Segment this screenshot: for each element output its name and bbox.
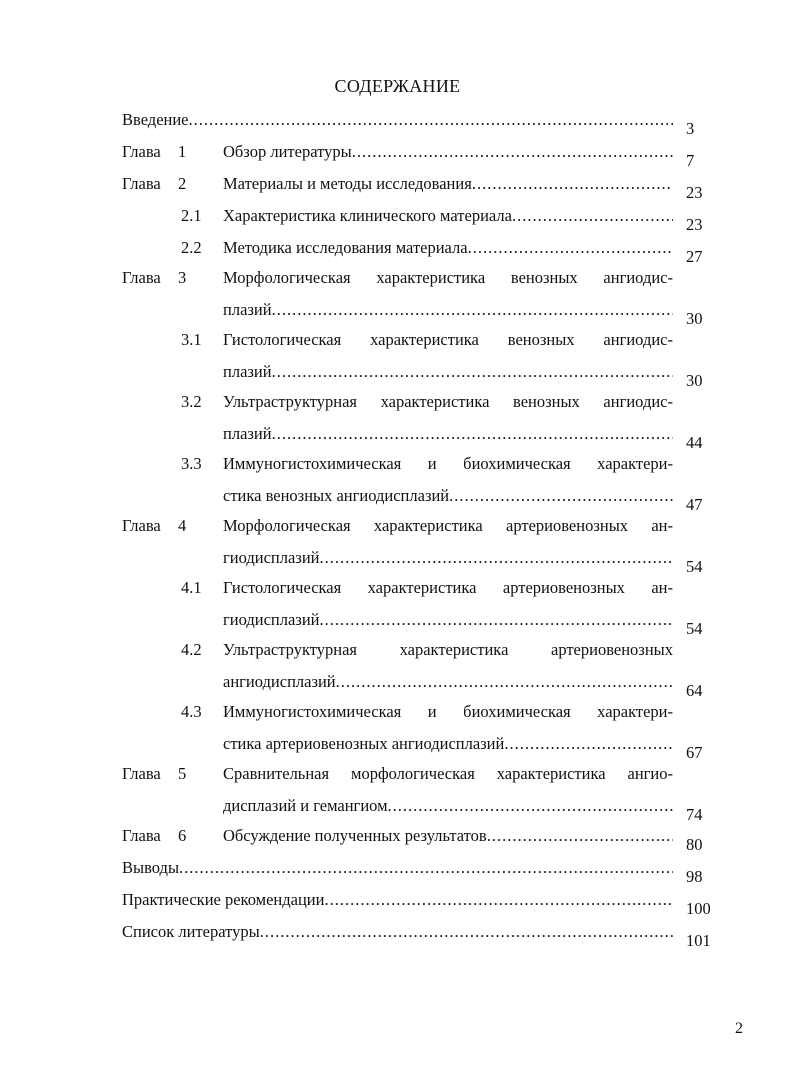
toc-chapter-2-page: 23 [686,183,703,202]
section-number: 3.1 [181,330,202,349]
section-number: 4.1 [181,578,202,597]
toc-chapter-5-title [223,796,673,816]
dot-leader [352,142,673,162]
toc-section-3-1-title-line: Гистологическая характеристика венозных ангиодис- [223,330,673,349]
toc-section-4-1-title-text: гиодисплазий [223,610,320,629]
toc-section-4-2-title-text: ангиодисплазий [223,672,336,691]
section-number: 4.3 [181,702,202,721]
dot-leader [449,486,673,506]
toc-section-3-1-title [223,362,673,382]
chapter-number: 3 [178,268,187,287]
toc-chapter-5-page: 74 [686,805,703,824]
chapter-label: Глава [122,174,161,193]
toc-chapter-2-title [223,174,673,194]
toc-chapter-4-title-line: Морфологическая характеристика артериовенозных ан- [223,516,673,535]
chapter-label: Глава [122,268,161,287]
dot-leader [512,206,673,226]
toc-chapter-5-title-line: Сравнительная морфологическая характеристика ангио- [223,764,673,783]
toc-chapter-3-title-line: Морфологическая характеристика венозных ангиодис- [223,268,673,287]
page-number: 2 [735,1020,743,1037]
toc-section-3-2-page: 44 [686,433,703,452]
toc-section-3-3-page: 47 [686,495,703,514]
dot-leader [272,300,673,320]
toc-chapter-6-title [223,826,673,846]
dot-leader [472,174,673,194]
toc-chapter-3-title [223,300,673,320]
dot-leader [324,890,673,910]
toc-chapter-4-title-text: гиодисплазий [223,548,320,567]
chapter-label: Глава [122,142,161,161]
toc-chapter-6-page: 80 [686,835,703,854]
chapter-number: 6 [178,826,187,845]
toc-tail-0-title-text: Выводы [122,858,180,877]
toc-tail-2-title-text: Список литературы [122,922,260,941]
toc-tail-1-page: 100 [686,899,711,918]
toc-section-4-1-page: 54 [686,619,703,638]
toc-section-4-2-title [223,672,673,692]
section-number: 4.2 [181,640,202,659]
dot-leader [189,110,673,130]
toc-section-4-3-title [223,734,673,754]
page-title: СОДЕРЖАНИЕ [334,76,461,96]
chapter-number: 4 [178,516,187,535]
dot-leader [487,826,673,846]
toc-tail-0-title [122,858,673,878]
toc-section-3-2-title-text: плазий [223,424,272,443]
toc-tail-2-title [122,922,673,942]
toc-section-4-3-page: 67 [686,743,703,762]
dot-leader [272,424,673,444]
toc-chapter-5-title-text: дисплазий и гемангиом [223,796,388,815]
toc-tail-1-title-text: Практические рекомендации [122,890,325,909]
chapter-label: Глава [122,516,161,535]
section-number: 3.2 [181,392,202,411]
toc-section-3-3-title-line: Иммуногистохимическая и биохимическая характери- [223,454,673,473]
toc-section-3-3-title-text: стика венозных ангиодисплазий [223,486,450,505]
toc-chapter-6-title-text: Обсуждение полученных результатов [223,826,487,845]
toc-section-2-1-title-text: Характеристика клинического материала [223,206,512,225]
toc-section-4-2-page: 64 [686,681,703,700]
section-number: 2.2 [181,238,202,257]
dot-leader [468,238,673,258]
section-number: 2.1 [181,206,202,225]
chapter-label: Глава [122,764,161,783]
toc-section-3-1-title-text: плазий [223,362,272,381]
toc-chapter-3-page: 30 [686,309,703,328]
toc-section-2-1-page: 23 [686,215,703,234]
toc-tail-0-page: 98 [686,867,703,886]
toc-section-3-3-title [223,486,673,506]
toc-chapter-3-title-text: плазий [223,300,272,319]
toc-tail-2-page: 101 [686,931,711,950]
toc-chapter-2-title-text: Материалы и методы исследования [223,174,472,193]
chapter-number: 2 [178,174,187,193]
toc-chapter-4-page: 54 [686,557,703,576]
chapter-label: Глава [122,826,161,845]
dot-leader [320,548,674,568]
toc-section-3-2-title [223,424,673,444]
toc-section-2-2-title [223,238,673,258]
dot-leader [260,922,673,942]
toc-section-4-3-title-line: Иммуногистохимическая и биохимическая характери- [223,702,673,721]
dot-leader [272,362,673,382]
chapter-number: 5 [178,764,187,783]
dot-leader [504,734,673,754]
toc-chapter-1-page: 7 [686,151,695,170]
toc-chapter-1-title [223,142,673,162]
toc-section-4-2-title-line: Ультраструктурная характеристика артериовенозных [223,640,673,659]
toc-intro-page: 3 [686,119,695,138]
dot-leader [388,796,673,816]
toc-intro-title-text: Введение [122,110,189,129]
dot-leader [320,610,674,630]
toc-section-2-1-title [223,206,673,226]
toc-tail-1-title [122,890,673,910]
dot-leader [336,672,673,692]
toc-section-4-3-title-text: стика артериовенозных ангиодисплазий [223,734,505,753]
toc-section-2-2-page: 27 [686,247,703,266]
dot-leader [179,858,673,878]
toc-chapter-4-title [223,548,673,568]
toc-chapter-1-title-text: Обзор литературы [223,142,352,161]
toc-section-4-1-title-line: Гистологическая характеристика артериовенозных ан- [223,578,673,597]
toc-section-3-2-title-line: Ультраструктурная характеристика венозных ангиодис- [223,392,673,411]
toc-intro-title [122,110,673,130]
section-number: 3.3 [181,454,202,473]
chapter-number: 1 [178,142,187,161]
toc-section-4-1-title [223,610,673,630]
toc-section-2-2-title-text: Методика исследования материала [223,238,468,257]
toc-section-3-1-page: 30 [686,371,703,390]
